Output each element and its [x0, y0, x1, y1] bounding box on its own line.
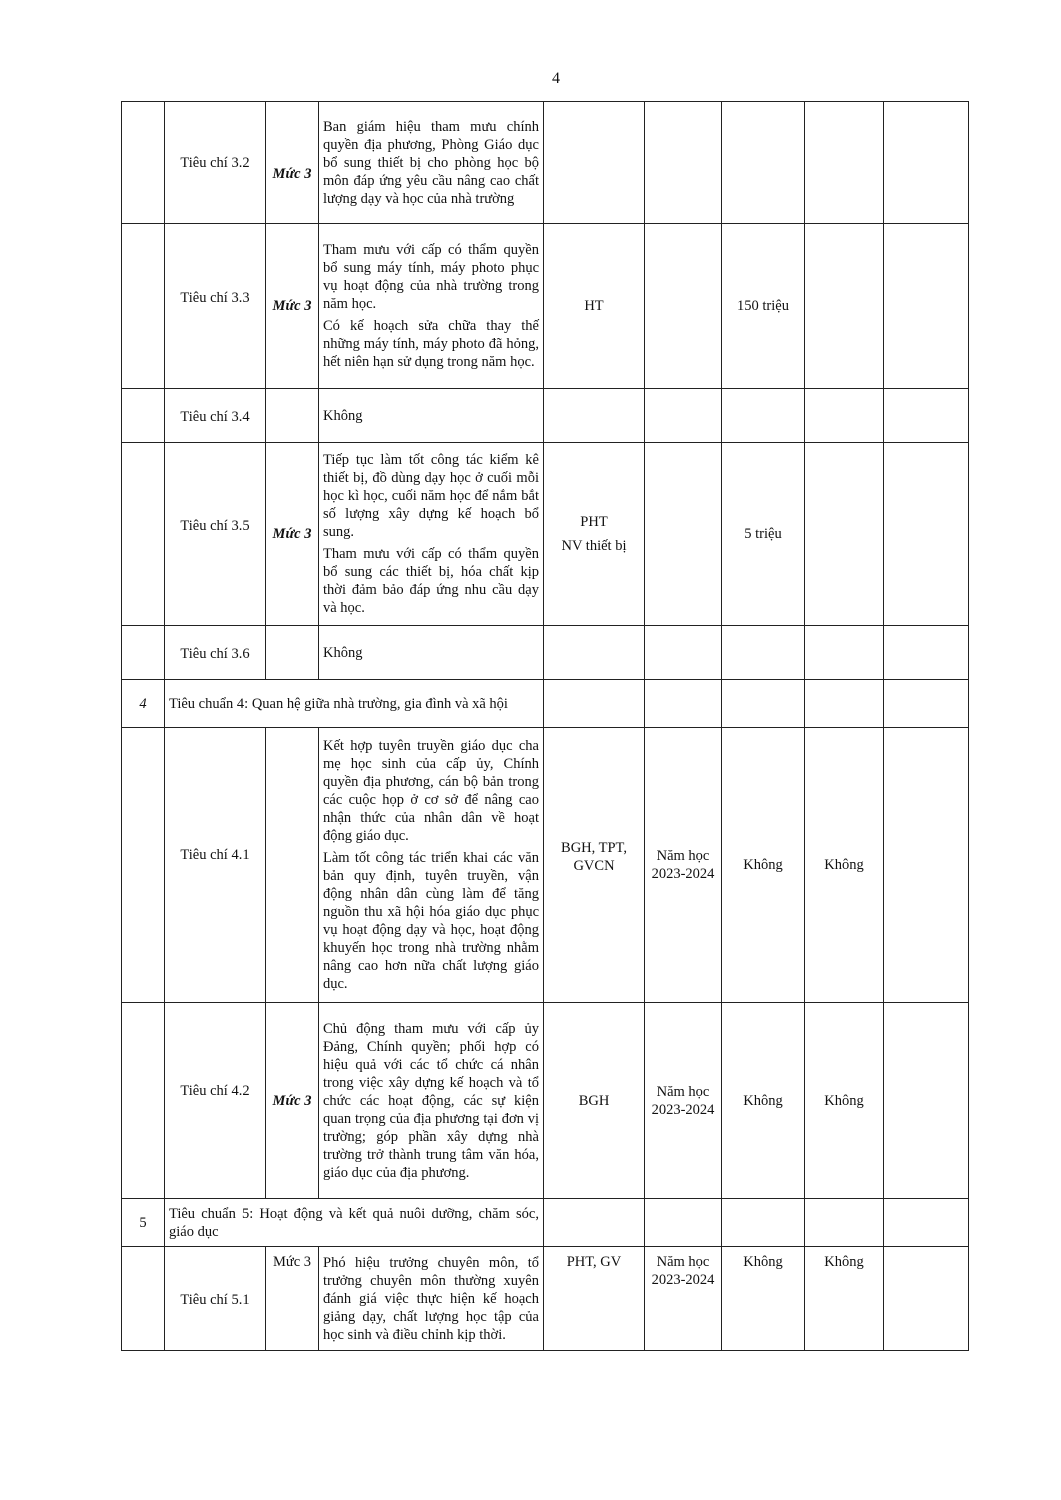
responsible-cell: HT [544, 224, 645, 389]
time-cell [645, 102, 722, 224]
improvement-plan-table [121, 101, 969, 1351]
time-cell [645, 680, 722, 728]
stt-cell [122, 102, 165, 224]
responsible-cell [544, 389, 645, 443]
criterion-cell: Tiêu chí 3.4 [165, 389, 266, 443]
other-cell [805, 626, 884, 680]
table-row [122, 728, 969, 1003]
funding-cell [722, 1199, 805, 1247]
table-row [122, 224, 969, 389]
other-cell [805, 224, 884, 389]
task-paragraph: Chủ động tham mưu với cấp ủy Đảng, Chính quyền; phối hợp có hiệu quả với các tổ chức cá nhân trong việc xây dựng kế hoạch và tổ chức các hoạt động, các sự kiện quan trọng của địa phương tại đơn vị trường; góp phần xây dựng nhà trường trở thành trung tâm văn hóa, giáo dục của địa phương. [323, 1020, 539, 1181]
level-cell: Mức 3 [266, 1003, 319, 1199]
time-cell [645, 443, 722, 626]
note-cell [884, 224, 969, 389]
funding-cell: 5 triệu [722, 443, 805, 626]
criterion-cell: Tiêu chí 3.2 [165, 102, 266, 224]
responsible-cell: PHT, GV [544, 1247, 645, 1351]
task-paragraph: Kết hợp tuyên truyền giáo dục cha mẹ học sinh của cấp ủy, Chính quyền địa phương, cán bộ bản trong các cuộc họp ở cơ sở để nâng cao nhận thức của nhân dân về hoạt động giáo dục. [323, 738, 539, 844]
time-cell [645, 389, 722, 443]
table-row [122, 443, 969, 626]
stt-cell [122, 728, 165, 1003]
table-row [122, 102, 969, 224]
page-number: 4 [552, 70, 560, 87]
responsible-cell [544, 102, 645, 224]
other-cell: Không [805, 1003, 884, 1199]
task-cell [319, 1003, 544, 1199]
level-cell [266, 626, 319, 680]
responsible-line: PHT [580, 514, 608, 530]
stt-cell [122, 626, 165, 680]
standard-title: Tiêu chuẩn 5: Hoạt động và kết quả nuôi dưỡng, chăm sóc, giáo dục [165, 1199, 544, 1247]
task-paragraph: Làm tốt công tác triển khai các văn bản quy định, tuyên truyền, vận động nhân dân cùng làm để tăng nguồn thu xã hội hóa giáo dục phục vụ hoạt động dạy và học, hoạt động khuyến học trong nhà trường nhằm nâng cao hơn nữa chất lượng giáo dục. [323, 850, 539, 992]
other-cell [805, 443, 884, 626]
responsible-line: NV thiết bị [561, 538, 627, 554]
table-row [122, 1247, 969, 1351]
note-cell [884, 1247, 969, 1351]
responsible-cell [544, 443, 645, 626]
criterion-cell: Tiêu chí 3.5 [165, 443, 266, 626]
stt-cell [122, 224, 165, 389]
stt-cell [122, 443, 165, 626]
funding-cell [722, 680, 805, 728]
standard-title: Tiêu chuẩn 4: Quan hệ giữa nhà trường, gia đình và xã hội [165, 680, 544, 728]
note-cell [884, 102, 969, 224]
level-cell [266, 389, 319, 443]
criterion-cell: Tiêu chí 4.2 [165, 1003, 266, 1199]
funding-cell: Không [722, 1247, 805, 1351]
task-cell: Không [319, 626, 544, 680]
task-cell [319, 1247, 544, 1351]
other-cell [805, 102, 884, 224]
other-cell [805, 389, 884, 443]
responsible-cell [544, 626, 645, 680]
funding-cell: Không [722, 1003, 805, 1199]
table-row [122, 626, 969, 680]
standard-number: 5 [122, 1199, 165, 1247]
task-paragraph: Tiếp tục làm tốt công tác kiểm kê thiết bị, đồ dùng dạy học ở cuối mỗi học kì học, cuối năm học để nắm bắt số lượng xây dựng kế hoạch bổ sung. [323, 452, 539, 540]
funding-cell: Không [722, 728, 805, 1003]
task-paragraph: Tham mưu với cấp có thẩm quyền bổ sung máy tính, máy photo phục vụ hoạt động của nhà trường trong năm học. [323, 242, 539, 312]
responsible-cell [544, 680, 645, 728]
funding-cell [722, 102, 805, 224]
funding-cell [722, 389, 805, 443]
other-cell: Không [805, 728, 884, 1003]
task-paragraph: Có kế hoạch sửa chữa thay thế những máy tính, máy photo đã hỏng, hết niên hạn sử dụng trong năm học. [323, 318, 539, 370]
other-cell [805, 1199, 884, 1247]
task-paragraph: Tham mưu với cấp có thẩm quyền bổ sung các thiết bị, hóa chất kịp thời đảm bảo đáp ứng nhu cầu dạy và học. [323, 546, 539, 616]
other-cell [805, 680, 884, 728]
task-cell [319, 224, 544, 389]
table-row [122, 389, 969, 443]
level-cell: Mức 3 [266, 1247, 319, 1351]
stt-cell [122, 389, 165, 443]
criterion-cell: Tiêu chí 3.6 [165, 626, 266, 680]
level-cell: Mức 3 [266, 102, 319, 224]
other-cell: Không [805, 1247, 884, 1351]
responsible-cell: BGH, TPT, GVCN [544, 728, 645, 1003]
time-cell: Năm học 2023-2024 [645, 728, 722, 1003]
note-cell [884, 728, 969, 1003]
criterion-cell: Tiêu chí 5.1 [165, 1247, 266, 1351]
standard-row [122, 1199, 969, 1247]
standard-row [122, 680, 969, 728]
note-cell [884, 389, 969, 443]
level-cell: Mức 3 [266, 224, 319, 389]
stt-cell [122, 1003, 165, 1199]
task-cell [319, 102, 544, 224]
funding-cell [722, 626, 805, 680]
time-cell [645, 626, 722, 680]
responsible-cell: BGH [544, 1003, 645, 1199]
task-paragraph: Phó hiệu trưởng chuyên môn, tổ trưởng chuyên môn thường xuyên đánh giá việc thực hiện kế hoạch giảng dạy, chất lượng học tập của học sinh và điều chỉnh kịp thời. [323, 1254, 539, 1343]
criterion-cell: Tiêu chí 4.1 [165, 728, 266, 1003]
criterion-cell: Tiêu chí 3.3 [165, 224, 266, 389]
note-cell [884, 1199, 969, 1247]
standard-number: 4 [122, 680, 165, 728]
task-cell [319, 443, 544, 626]
funding-cell: 150 triệu [722, 224, 805, 389]
task-paragraph: Ban giám hiệu tham mưu chính quyền địa phương, Phòng Giáo dục bổ sung thiết bị cho phòng học bộ môn đáp ứng yêu cầu nâng cao chất lượng dạy và học của nhà trường [323, 118, 539, 207]
task-cell [319, 728, 544, 1003]
task-cell: Không [319, 389, 544, 443]
responsible-cell [544, 1199, 645, 1247]
note-cell [884, 626, 969, 680]
time-cell: Năm học 2023-2024 [645, 1247, 722, 1351]
level-cell: Mức 3 [266, 443, 319, 626]
note-cell [884, 1003, 969, 1199]
note-cell [884, 680, 969, 728]
time-cell [645, 224, 722, 389]
level-cell [266, 728, 319, 1003]
table-row [122, 1003, 969, 1199]
time-cell [645, 1199, 722, 1247]
time-cell: Năm học 2023-2024 [645, 1003, 722, 1199]
note-cell [884, 443, 969, 626]
stt-cell [122, 1247, 165, 1351]
